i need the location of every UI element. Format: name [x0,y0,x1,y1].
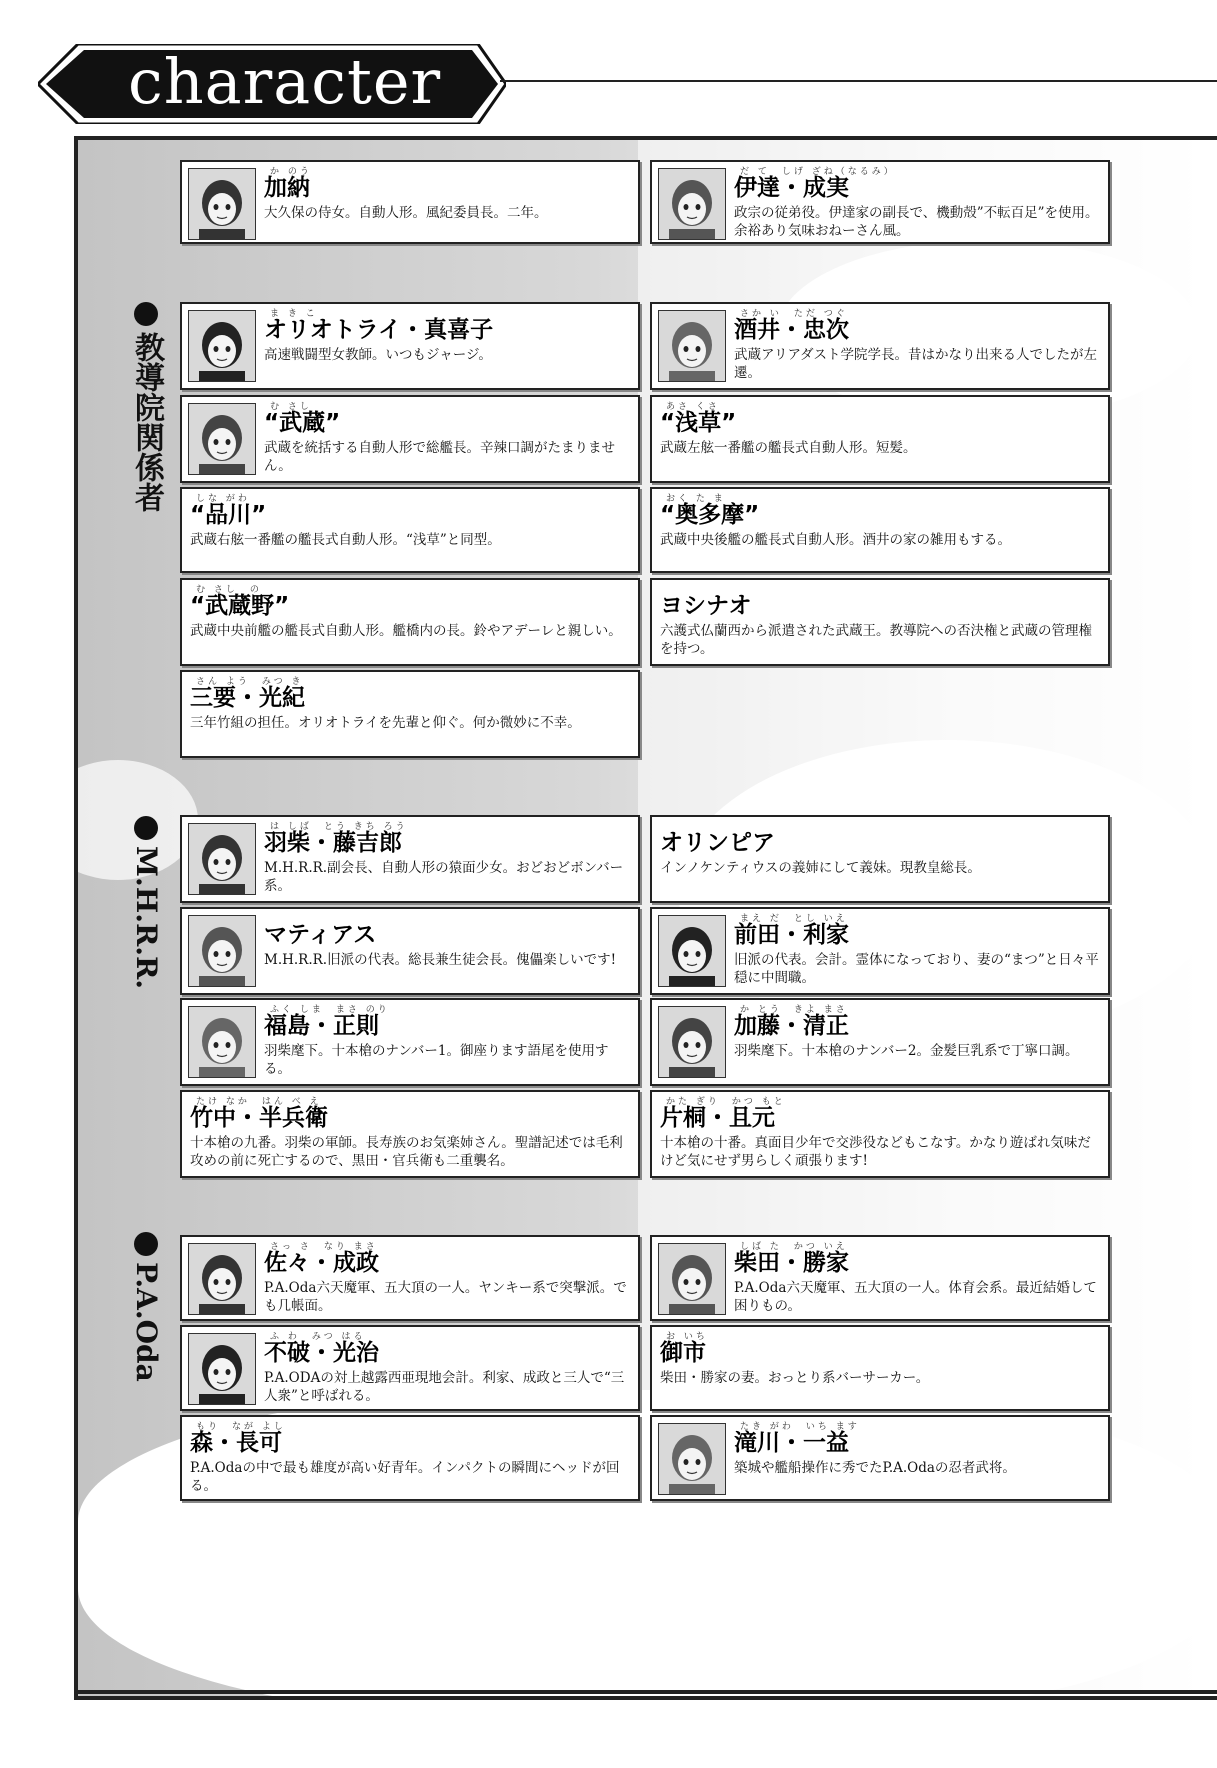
character-name: “武蔵野” [190,593,290,619]
character-portrait [188,1333,256,1405]
character-card [180,815,640,903]
section-label-paoda [128,1232,164,1382]
name-reading: あさ くさ [666,402,720,412]
character-name: 加藤・清正 [734,1013,849,1039]
character-description: 羽柴麾下。十本槍のナンバー1。御座ります語尾を使用する。 [264,1043,609,1077]
character-portrait [188,310,256,382]
character-card [180,1415,640,1501]
character-name: ヨシナオ [660,593,752,619]
character-description: 武蔵左舷一番艦の艦長式自動人形。短髪。 [660,440,917,456]
name-reading: もり なが よし [196,1422,286,1432]
character-card [180,907,640,995]
character-description: 六護式仏蘭西から派遣された武蔵王。教導院への否決権と武蔵の管理権を持つ。 [660,623,1092,657]
name-reading: たき がわ いち ます [740,1422,860,1432]
header-rule [500,80,1217,82]
character-portrait [658,168,726,240]
character-card [650,578,1110,666]
name-reading: む さし の [196,585,262,595]
character-description: インノケンティウスの義姉にして義妹。現教皇総長。 [660,860,981,876]
character-description: M.H.R.R.旧派の代表。総長兼生徒会長。傀儡楽しいです! [264,952,617,968]
character-card [650,160,1110,244]
character-name: 酒井・忠次 [734,317,849,343]
character-description: 高速戦闘型女教師。いつもジャージ。 [264,347,492,363]
character-description: 築城や艦船操作に秀でたP.A.Odaの忍者武将。 [734,1460,1016,1476]
character-name: 柴田・勝家 [734,1250,849,1276]
character-name: 羽柴・藤吉郎 [264,830,402,856]
character-description: 十本槍の十番。真面目少年で交渉役などもこなす。かなり遊ばれ気味だけど気にせず男らしく頑張ります! [660,1135,1091,1169]
character-description: 羽柴麾下。十本槍のナンバー2。金髪巨乳系で丁寧口調。 [734,1043,1079,1059]
title-banner [38,44,506,124]
character-description: 武蔵中央後艦の艦長式自動人形。酒井の家の雑用もする。 [660,532,1011,548]
character-card [180,1235,640,1321]
character-card [650,998,1110,1086]
character-card [650,487,1110,573]
character-name: オリオトライ・真喜子 [264,317,494,343]
character-card [650,815,1110,903]
character-name: “浅草” [660,410,737,436]
character-name: オリンピア [660,830,775,856]
name-reading: か とう きよ まさ [740,1005,848,1015]
character-card [650,907,1110,995]
character-description: M.H.R.R.副会長、自動人形の猿面少女。おどおどボンバー系。 [264,860,624,894]
character-description: 大久保の侍女。自動人形。風紀委員長。二年。 [264,205,548,221]
character-description: P.A.Oda六天魔軍、五大頂の一人。ヤンキー系で突撃派。でも几帳面。 [264,1280,627,1314]
name-reading: か のう [270,167,312,177]
character-name: “武蔵” [264,410,341,436]
name-reading: は しば とう きち ろう [270,822,408,832]
name-reading: おく た ま [666,494,726,504]
character-card [180,1090,640,1178]
character-portrait [658,1243,726,1315]
character-description: P.A.ODAの対上越露西亜現地会計。利家、成政と三人で“三人衆”と呼ばれる。 [264,1370,625,1404]
character-name: 御市 [660,1340,706,1366]
character-card [180,1325,640,1411]
character-name: 竹中・半兵衛 [190,1105,328,1131]
bullet-icon [134,302,158,326]
name-reading: しな がわ [196,494,250,504]
section-title: M.H.R.R. [130,846,163,989]
character-card [180,160,640,244]
character-portrait [658,1006,726,1078]
character-portrait [188,915,256,987]
character-name: 三要・光紀 [190,685,305,711]
name-reading: ま き こ [270,309,318,319]
character-card [180,578,640,666]
name-reading: む さし [270,402,312,412]
section-label-mhrr [128,816,164,989]
character-description: 政宗の従弟役。伊達家の副長で、機動殻”不転百足”を使用。余裕あり気味おねーさん風。 [734,205,1099,239]
section-title: P.A.Oda [130,1262,163,1382]
character-card [650,302,1110,390]
character-description: 武蔵中央前艦の艦長式自動人形。艦橋内の長。鈴やアデーレと親しい。 [190,623,622,639]
character-name: 森・長可 [190,1430,282,1456]
character-card [180,670,640,758]
character-description: 柴田・勝家の妻。おっとり系バーサーカー。 [660,1370,930,1386]
character-name: 片桐・且元 [660,1105,775,1131]
character-name: “奥多摩” [660,502,760,528]
character-portrait [658,310,726,382]
section-title: 教導院関係者 [129,332,164,512]
character-name: マティアス [264,922,377,948]
name-reading: しば た かつ いえ [740,1242,848,1252]
name-reading: さん よう みつ き [196,677,304,687]
character-description: 武蔵を統括する自動人形で総艦長。辛辣口調がたまりません。 [264,440,615,474]
character-description: P.A.Oda六天魔軍、五大頂の一人。体育会系。最近結婚して困りもの。 [734,1280,1097,1314]
character-card [650,1235,1110,1321]
name-reading: たけ なか はん べ え [196,1097,322,1107]
character-description: P.A.Odaの中で最も雄度が高い好青年。インパクトの瞬間にヘッドが回る。 [190,1460,620,1494]
page-title: character [128,45,442,118]
name-reading: お いち [666,1332,708,1342]
character-description: 武蔵アリアダスト学院学長。昔はかなり出来る人でしたが左遷。 [734,347,1098,381]
bullet-icon [134,1232,158,1256]
character-portrait [188,823,256,895]
name-reading: ふ わ みつ はる [270,1332,366,1342]
character-name: 滝川・一益 [734,1430,849,1456]
character-portrait [188,1006,256,1078]
character-card [180,302,640,390]
character-name: 福島・正則 [264,1013,379,1039]
character-name: “品川” [190,502,267,528]
character-card [180,998,640,1086]
character-name: 加納 [264,175,310,201]
character-card [180,487,640,573]
character-portrait [188,168,256,240]
character-name: 前田・利家 [734,922,849,948]
name-reading: まえ だ とし いえ [740,914,848,924]
character-name: 不破・光治 [264,1340,379,1366]
footer-rule [74,1690,1217,1694]
character-card [180,395,640,483]
character-description: 十本槍の九番。羽柴の軍師。長寿族のお気楽姉さん。聖譜記述では毛利攻めの前に死亡するので、黒田・官兵衛も二重襲名。 [190,1135,623,1169]
character-portrait [658,915,726,987]
character-description: 三年竹組の担任。オリオトライを先輩と仰ぐ。何か微妙に不幸。 [190,715,581,731]
bullet-icon [134,816,158,840]
character-name: 伊達・成実 [734,175,849,201]
name-reading: さか い ただ つぐ [740,309,848,319]
name-reading: ふく しま まさ のり [270,1005,390,1015]
character-card [650,395,1110,483]
character-name: 佐々・成政 [264,1250,379,1276]
name-reading: さっ さ なり まさ [270,1242,378,1252]
character-card [650,1415,1110,1501]
character-portrait [658,1423,726,1495]
section-label-school [128,302,164,512]
character-description: 武蔵右舷一番艦の艦長式自動人形。“浅草”と同型。 [190,532,501,548]
name-reading: だ て しげ ざね（なるみ） [740,167,896,177]
character-portrait [188,1243,256,1315]
character-description: 旧派の代表。会計。霊体になっており、妻の“まつ”と日々平穏に中間職。 [734,952,1099,986]
name-reading: かた ぎり かつ もと [666,1097,786,1107]
character-card [650,1325,1110,1411]
character-portrait [188,403,256,475]
character-card [650,1090,1110,1178]
